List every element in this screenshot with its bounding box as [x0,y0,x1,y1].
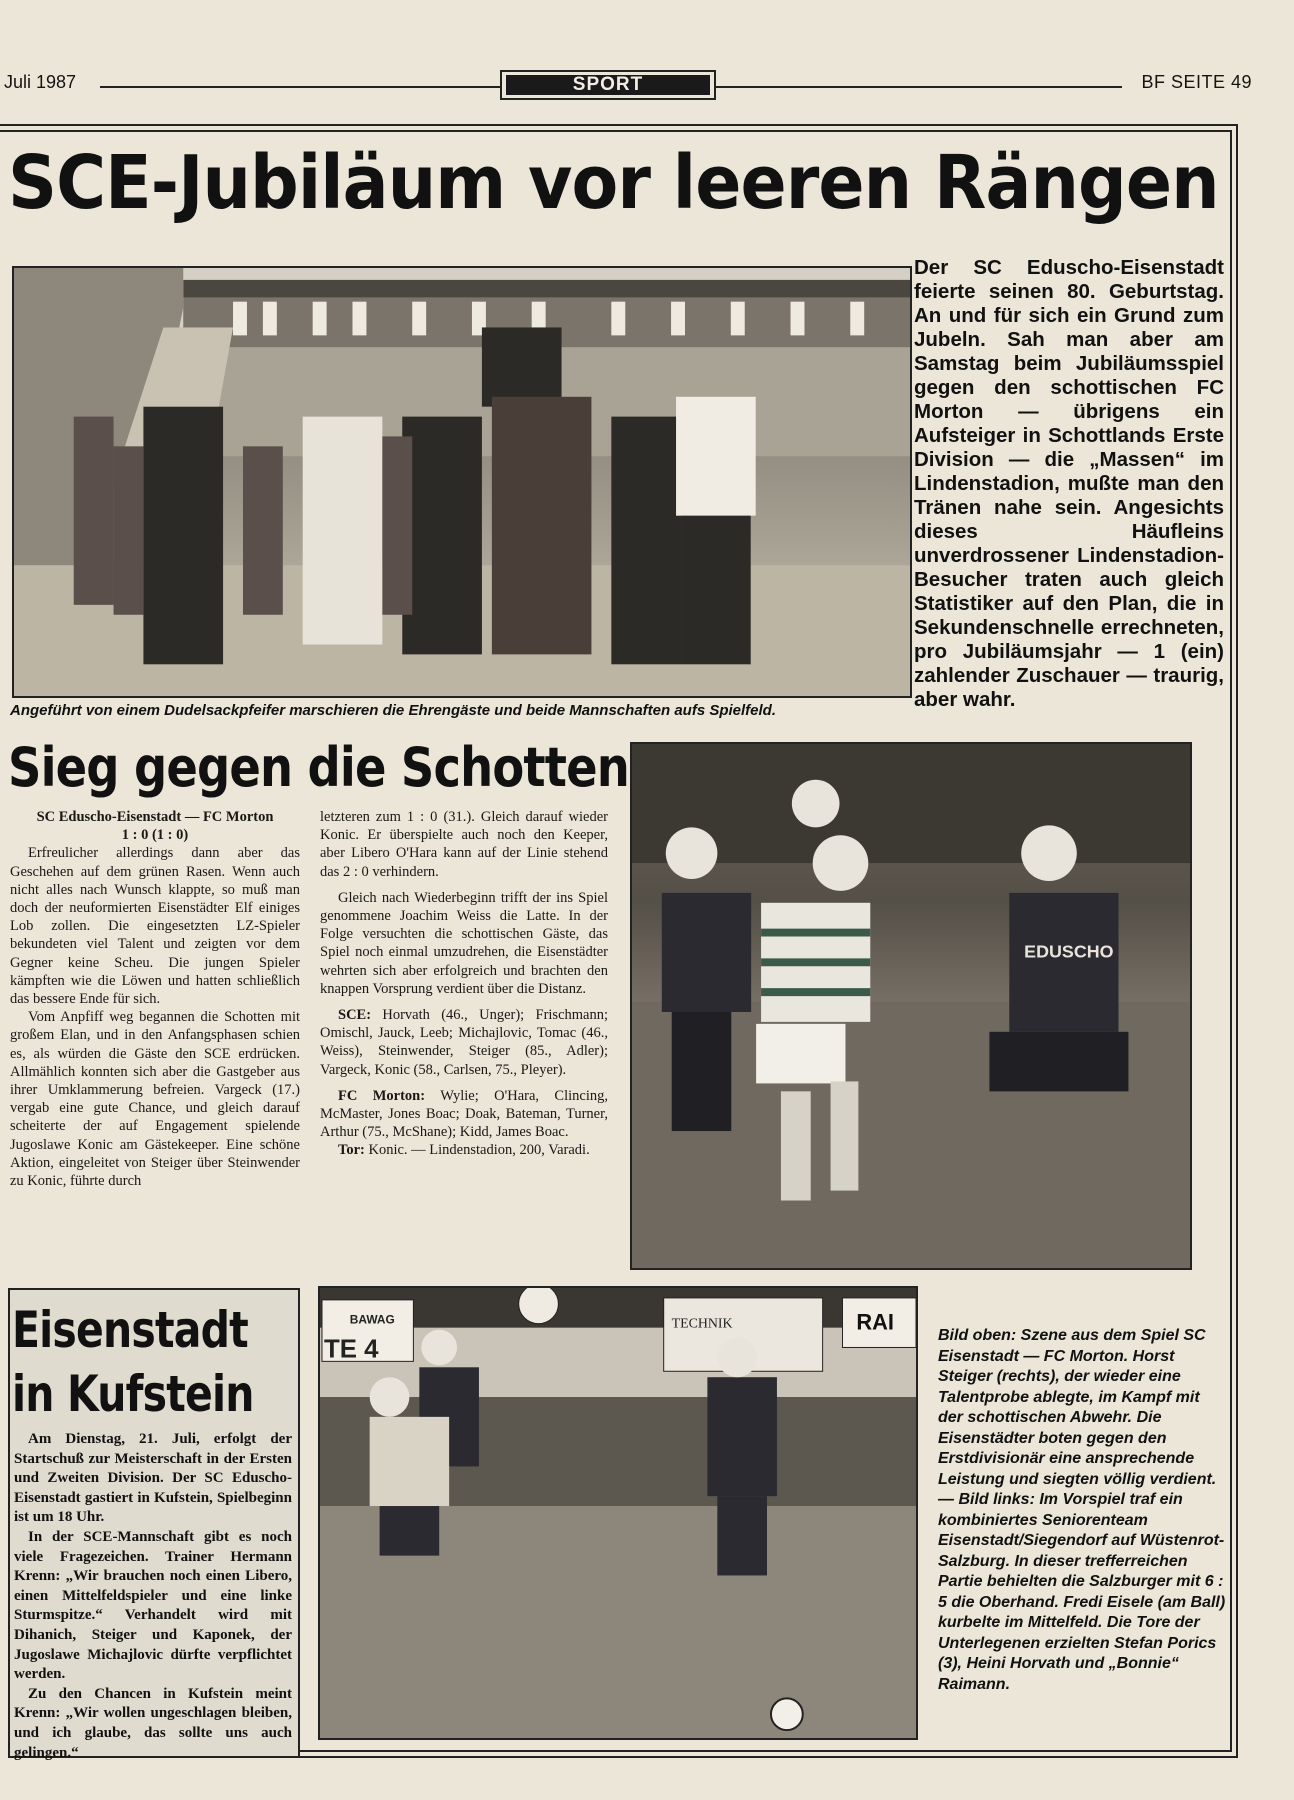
match-photo-jersey: EDUSCHO [1024,941,1114,962]
section-label-text: SPORT [506,75,710,95]
header-rule-right [716,86,1122,88]
sign-technik: TECHNIK [671,1316,733,1332]
frame-bottom-inner [300,1750,1232,1752]
kufstein-paragraph: In der SCE-Mannschaft gibt es noch viele Fragezeichen. Trainer Hermann Krenn: „Wir brauchen noch einen Libero, einen Mittelfeldspieler und eine linke Sturmspitze.“ Verhandelt wird mit Dihanich, Steiger und Kaponek, der Jugoslawe Michajlovic dürfte verpflichtet werden. [14,1528,292,1683]
parade-photo-drawing [14,268,910,696]
lineup-morton-text: Wylie; O'Hara, Clincing, McMaster, Jones Boac; Doak, Bateman, Turner, Arthur (75., McShane); Kidd, James Boac. [320,1087,608,1141]
lineup-sce-label: SCE: [338,1007,372,1024]
right-photo-caption: Bild oben: Szene aus dem Spiel SC Eisenstadt — FC Morton. Horst Steiger (rechts), der wieder eine Talentprobe ablegte, im Kampf mit der schottischen Abwehr. Die Eisenstädter boten gegen den Erstdivisionär eine ansprechende Leistung und siegten völlig verdient. — Bild links: Im Vorspiel traf ein kombiniertes Seniorenteam Eisenstadt/Siegendorf auf Wüstenrot-Salzburg. In dieser trefferreichen Partie behielten die Salzburger mit 6 : 5 die Oberhand. Fredi Eisele (am Ball) kurbelte im Mittelfeld. Die Tore der Unterlegenen erzielten Stefan Porics (3), Heini Horvath und „Bonnie“ Raimann. [938,1327,1226,1693]
parade-photo [12,266,912,698]
match-paragraph: Erfreulicher allerdings dann aber das Geschehen auf dem grünen Rasen. Wenn auch nicht alles nach Wunsch klappte, so muß man doch der neuformierten Eisenstädter Elf einiges Lob zollen. Die eingesetzten LZ-Spieler bekundeten viel Talent und zeigten vor dem Gegner keine Scheu. Die jungen Spieler kämpften wie die Löwen und hatten schließlich das bessere Ende für sich. [10,845,300,1008]
issue-date: Juli 1987 [4,72,77,92]
frame-bottom [300,1756,1238,1758]
match-headline: Sieg gegen die Schotten [8,736,629,799]
match-teams: SC Eduscho-Eisenstadt — FC Morton [36,809,274,825]
goal-label: Tor: [338,1142,365,1159]
match-photo-drawing [632,744,1190,1268]
lineup-morton [320,1087,608,1142]
frame-top-inner [0,130,1230,132]
header-rule-left [100,86,500,88]
frame-right-inner [1230,130,1232,1752]
kufstein-headline [12,1298,254,1426]
kufstein-headline-line-1: Eisenstadt [12,1301,248,1359]
page-number: BF SEITE 49 [1141,72,1252,92]
senior-match-photo [318,1286,918,1740]
kufstein-body [14,1430,292,1763]
match-paragraph: letzteren zum 1 : 0 (31.). Gleich darauf wieder Konic. Er überspielte auch noch den Keeper, aber Libero O'Hara kann auf der Linie stehend das 2 : 0 verhindern. [320,809,608,880]
match-paragraph: Gleich nach Wiederbeginn trifft der ins Spiel genommene Joachim Weiss die Latte. In der Folge versuchten die schottischen Gäste, das Spiel noch einmal umzudrehen, die Eisenstädter wehrten sich aber erfolgreich und brachten den knappen Vorsprung verdient über die Distanz. [320,889,608,997]
kufstein-headline-line-2: in Kufstein [12,1365,254,1423]
match-body-column-2 [320,808,608,1160]
match-body-column-1 [10,808,300,1190]
sign-rai: RAI [856,1309,895,1335]
sign-te: TE 4 [323,1335,379,1364]
match-score: 1 : 0 (1 : 0) [121,827,189,844]
kufstein-paragraph: Am Dienstag, 21. Juli, erfolgt der Startschuß zur Meisterschaft in der Ersten und Zweiten Division. Der SC Eduscho-Eisenstadt gastiert in Kufstein, Spielbeginn ist um 18 Uhr. [14,1431,292,1526]
lineup-sce [320,1006,608,1079]
main-intro: Der SC Eduscho-Eisenstadt feierte seinen 80. Geburtstag. An und für sich ein Grund zum Jubeln. Sah man aber am Samstag beim Jubiläumsspiel gegen den schottischen FC Morton — übrigens ein Aufsteiger in Schottlands Erste Division — die „Massen“ im Lindenstadion, mußte man den Tränen nahe sein. Angesichts dieses Häufleins unverdrossener Lindenstadion-Besucher traten auch gleich Statistiker auf den Plan, die in Sekundenschnelle errechneten, pro Jubiläumsjahr — 1 (ein) zahlender Zuschauer — traurig, aber wahr. [914,256,1224,711]
parade-photo-caption: Angeführt von einem Dudelsackpfeifer marschieren die Ehrengäste und beide Mannschaften aufs Spielfeld. [10,702,777,719]
sign-bawag: BAWAG [349,1312,395,1327]
lineup-sce-text: Horvath (46., Unger); Frischmann; Omischl, Jauck, Leeb; Michajlovic, Tomac (46., Weiss), Steinwender, Steiger (85., Adler); Vargeck, Konic (58., Carlsen, 75., Pleyer). [320,1007,609,1078]
senior-match-photo-drawing [320,1288,916,1738]
goal-text: Konic. — Lindenstadion, 200, Varadi. [368,1142,590,1159]
main-headline: SCE-Jubiläum vor leeren Rängen [8,140,1219,226]
section-label [500,70,716,100]
frame-right-outer [1236,124,1238,1758]
match-paragraph: Vom Anpfiff weg begannen die Schotten mit großem Elan, und in den Anfangsphasen schien es, als würden die Gäste den SCE erdrücken. Allmählich konnten sich aber die Gastgeber aus ihrer Umklammerung befreien. Vargeck (17.) vergab eine gute Chance, und gleich darauf scheiterte der auf Engagement spielende Jugoslawe Konic am Gästekeeper. Eine schöne Aktion, eingeleitet von Steiger über Steinwender zu Konic, führte durch [10,1009,300,1190]
goal-info [320,1141,608,1159]
lineup-morton-label: FC Morton: [338,1087,426,1104]
match-photo [630,742,1192,1270]
kufstein-paragraph: Zu den Chancen in Kufstein meint Krenn: „Wir wollen ungeschlagen bleiben, und ich glaube, das sollte uns auch gelingen.“ [14,1685,292,1761]
frame-top [0,124,1236,126]
